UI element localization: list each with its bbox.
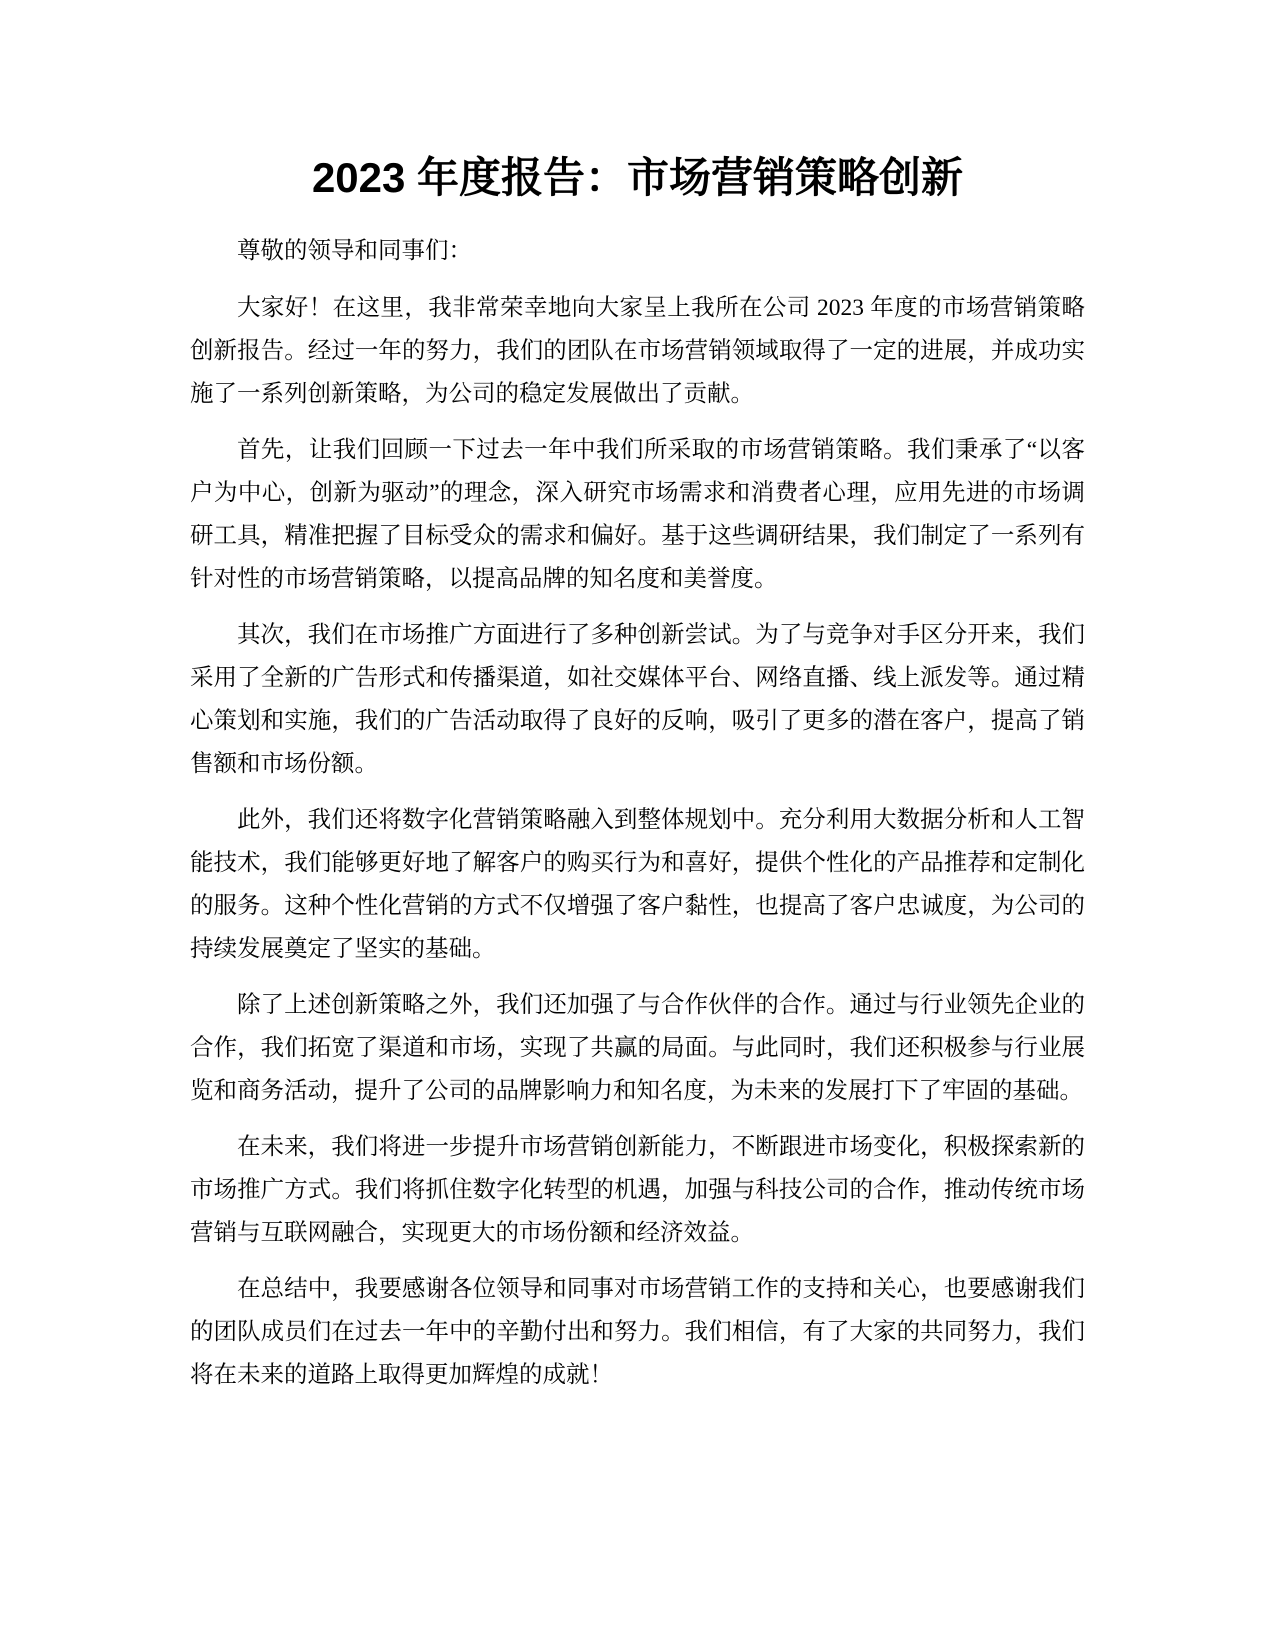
- paragraph-strategy-review: 首先，让我们回顾一下过去一年中我们所采取的市场营销策略。我们秉承了“以客户为中心，创新为驱动”的理念，深入研究市场需求和消费者心理，应用先进的市场调研工具，精准把握了目标受众的需求和偏好。基于这些调研结果，我们制定了一系列有针对性的市场营销策略，以提高品牌的知名度和美誉度。: [190, 437, 1085, 592]
- paragraph-future: 在未来，我们将进一步提升市场营销创新能力，不断跟进市场变化，积极探索新的市场推广方式。我们将抓住数字化转型的机遇，加强与科技公司的合作，推动传统市场营销与互联网融合，实现更大的市场份额和经济效益。: [190, 1134, 1085, 1246]
- paragraph-conclusion: 在总结中，我要感谢各位领导和同事对市场营销工作的支持和关心，也要感谢我们的团队成员们在过去一年中的辛勤付出和努力。我们相信，有了大家的共同努力，我们将在未来的道路上取得更加辉煌的成就！: [190, 1276, 1085, 1388]
- paragraph-digital-marketing: 此外，我们还将数字化营销策略融入到整体规划中。充分利用大数据分析和人工智能技术，我们能够更好地了解客户的购买行为和喜好，提供个性化的产品推荐和定制化的服务。这种个性化营销的方式不仅增强了客户黏性，也提高了客户忠诚度，为公司的持续发展奠定了坚实的基础。: [190, 807, 1085, 962]
- paragraph-partnership: 除了上述创新策略之外，我们还加强了与合作伙伴的合作。通过与行业领先企业的合作，我们拓宽了渠道和市场，实现了共赢的局面。与此同时，我们还积极参与行业展览和商务活动，提升了公司的品牌影响力和知名度，为未来的发展打下了牢固的基础。: [190, 992, 1085, 1104]
- paragraph-promotion: 其次，我们在市场推广方面进行了多种创新尝试。为了与竞争对手区分开来，我们采用了全新的广告形式和传播渠道，如社交媒体平台、网络直播、线上派发等。通过精心策划和实施，我们的广告活动取得了良好的反响，吸引了更多的潜在客户，提高了销售额和市场份额。: [190, 622, 1085, 777]
- paragraph-intro: 大家好！在这里，我非常荣幸地向大家呈上我所在公司 2023 年度的市场营销策略创新报告。经过一年的努力，我们的团队在市场营销领域取得了一定的进展，并成功实施了一系列创新策略，为公司的稳定发展做出了贡献。: [190, 295, 1085, 407]
- document-title: 2023 年度报告：市场营销策略创新: [311, 154, 964, 201]
- greeting: 尊敬的领导和同事们：: [237, 238, 472, 264]
